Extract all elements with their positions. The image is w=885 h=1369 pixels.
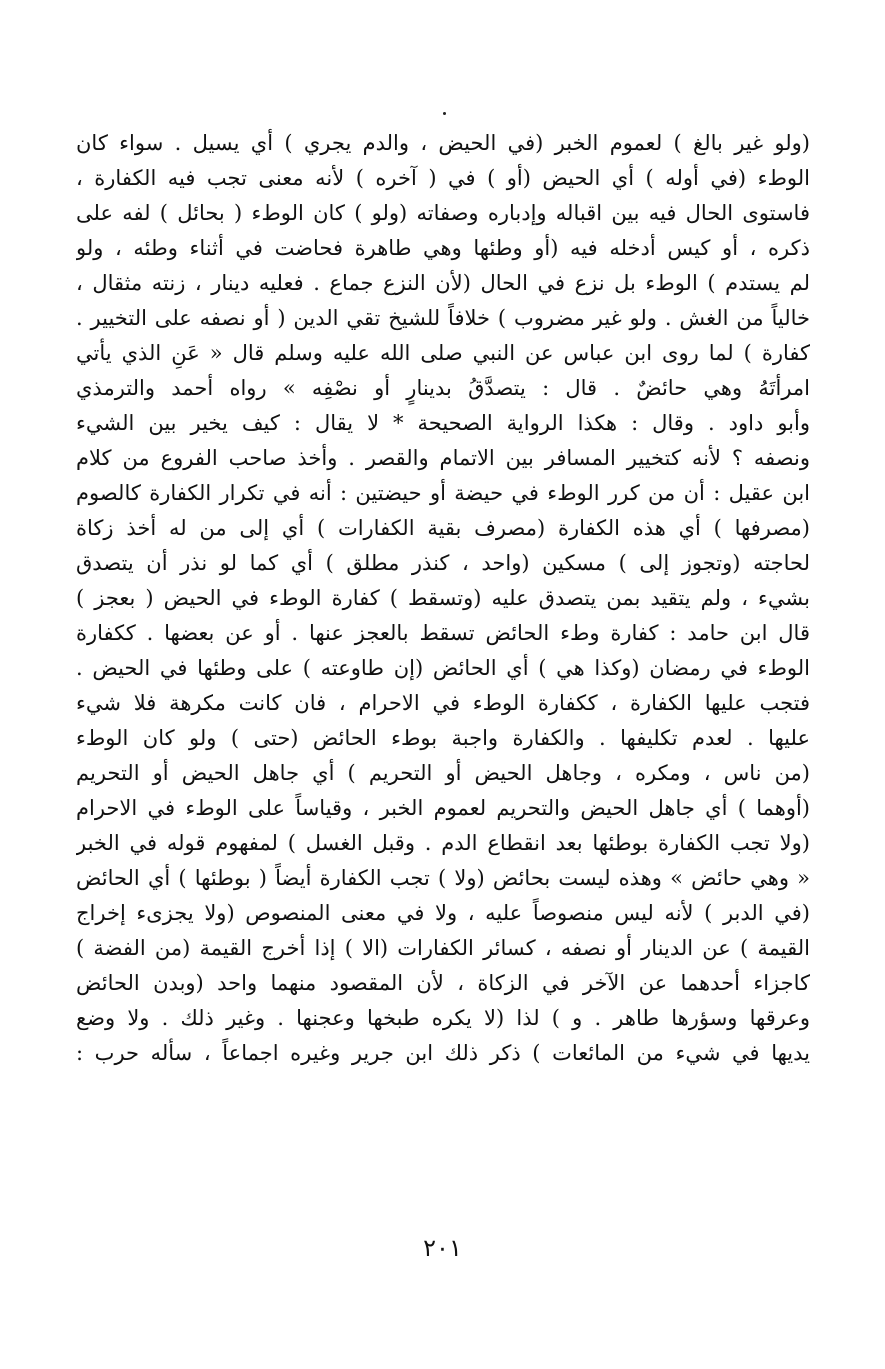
text-line: بشيء ، ولم يتقيد بمن يتصدق عليه (وتسقط ) كفارة الوطء في الحيض ( بعجز ) bbox=[76, 586, 810, 610]
text-line: القيمة ) عن الدينار أو نصفه ، كسائر الكفارات (الا ) إذا أخرج القيمة (من الفضة ) bbox=[76, 936, 810, 960]
text-line: فاستوى الحال فيه بين اقباله وإدباره وصفاته (ولو ) كان الوطء ( بحائل ) لفه على bbox=[76, 201, 810, 225]
text-line: (ولو غير بالغ ) لعموم الخبر (في الحيض ، والدم يجري ) أي يسيل . سواء كان bbox=[76, 131, 810, 155]
text-line: لم يستدم ) الوطء بل نزع في الحال (لأن النزع جماع . فعليه دينار ، زنته مثقال ، bbox=[76, 271, 810, 295]
text-line: (مصرفها ) أي هذه الكفارة (مصرف بقية الكفارات ) أي إلى من له أخذ زكاة bbox=[76, 516, 810, 540]
text-line: « وهي حائض » وهذه ليست بحائض (ولا ) تجب الكفارة أيضاً ( بوطئها ) أي الحائض bbox=[76, 866, 810, 890]
stray-dot bbox=[443, 112, 446, 115]
text-line: الوطء (في أوله ) أي الحيض (أو ) في ( آخره ) لأنه معنى تجب فيه الكفارة ، bbox=[76, 166, 810, 190]
text-line: الوطء في رمضان (وكذا هي ) أي الحائض (إن طاوعته ) على وطئها في الحيض . bbox=[76, 656, 810, 680]
text-line: يديها في شيء من المائعات ) ذكر ذلك ابن جرير وغيره اجماعاً ، سأله حرب : bbox=[76, 1041, 810, 1065]
text-line: فتجب عليها الكفارة ، ككفارة الوطء في الاحرام ، فان كانت مكرهة فلا شيء bbox=[76, 691, 810, 715]
text-line: (من ناس ، ومكره ، وجاهل الحيض أو التحريم ) أي جاهل الحيض أو التحريم bbox=[76, 761, 810, 785]
text-line: لحاجته (وتجوز إلى ) مسكين (واحد ، كنذر مطلق ) أي كما لو نذر أن يتصدق bbox=[76, 551, 810, 575]
text-line: كفارة ) لما روى ابن عباس عن النبي صلى الله عليه وسلم قال « عَنِ الذي يأتي bbox=[76, 341, 810, 365]
text-line: كاجزاء أحدهما عن الآخر في الزكاة ، لأن المقصود منهما واحد (وبدن الحائض bbox=[76, 971, 810, 995]
text-line: وعرقها وسؤرها طاهر . و ) لذا (لا يكره طبخها وعجنها . وغير ذلك . ولا وضع bbox=[76, 1006, 810, 1030]
text-line: عليها . لعدم تكليفها . والكفارة واجبة بوطء الحائض (حتى ) ولو كان الوطء bbox=[76, 726, 810, 750]
page-number: ٢٠١ bbox=[423, 1234, 462, 1262]
text-line: ذكره ، أو كيس أدخله فيه (أو وطئها وهي طاهرة فحاضت في أثناء وطئه ، ولو bbox=[76, 236, 810, 260]
text-line: امرأتَهُ وهي حائضٌ . قال : يتصدَّقُ بدينارٍ أو نصْفِه » رواه أحمد والترمذي bbox=[76, 376, 810, 400]
body-text bbox=[76, 126, 810, 1071]
text-line: خالياً من الغش . ولو غير مضروب ) خلافاً للشيخ تقي الدين ( أو نصفه على التخيير . bbox=[76, 306, 810, 330]
text-line: (أوهما ) أي جاهل الحيض والتحريم لعموم الخبر ، وقياساً على الوطء في الاحرام bbox=[76, 796, 810, 820]
text-line: (ولا تجب الكفارة بوطئها بعد انقطاع الدم . وقبل الغسل ) لمفهوم قوله في الخبر bbox=[76, 831, 810, 855]
text-line: ابن عقيل : أن من كرر الوطء في حيضة أو حيضتين : أنه في تكرار الكفارة كالصوم bbox=[76, 481, 810, 505]
text-line: وأبو داود . وقال : هكذا الرواية الصحيحة * لا يقال : كيف يخير بين الشيء bbox=[76, 411, 810, 435]
text-line: (في الدبر ) لأنه ليس منصوصاً عليه ، ولا في معنى المنصوص (ولا يجزىء إخراج bbox=[76, 901, 810, 925]
text-line: ونصفه ؟ لأنه كتخيير المسافر بين الاتمام والقصر . وأخذ صاحب الفروع من كلام bbox=[76, 446, 810, 470]
text-line: قال ابن حامد : كفارة وطء الحائض تسقط بالعجز عنها . أو عن بعضها . ككفارة bbox=[76, 621, 810, 645]
